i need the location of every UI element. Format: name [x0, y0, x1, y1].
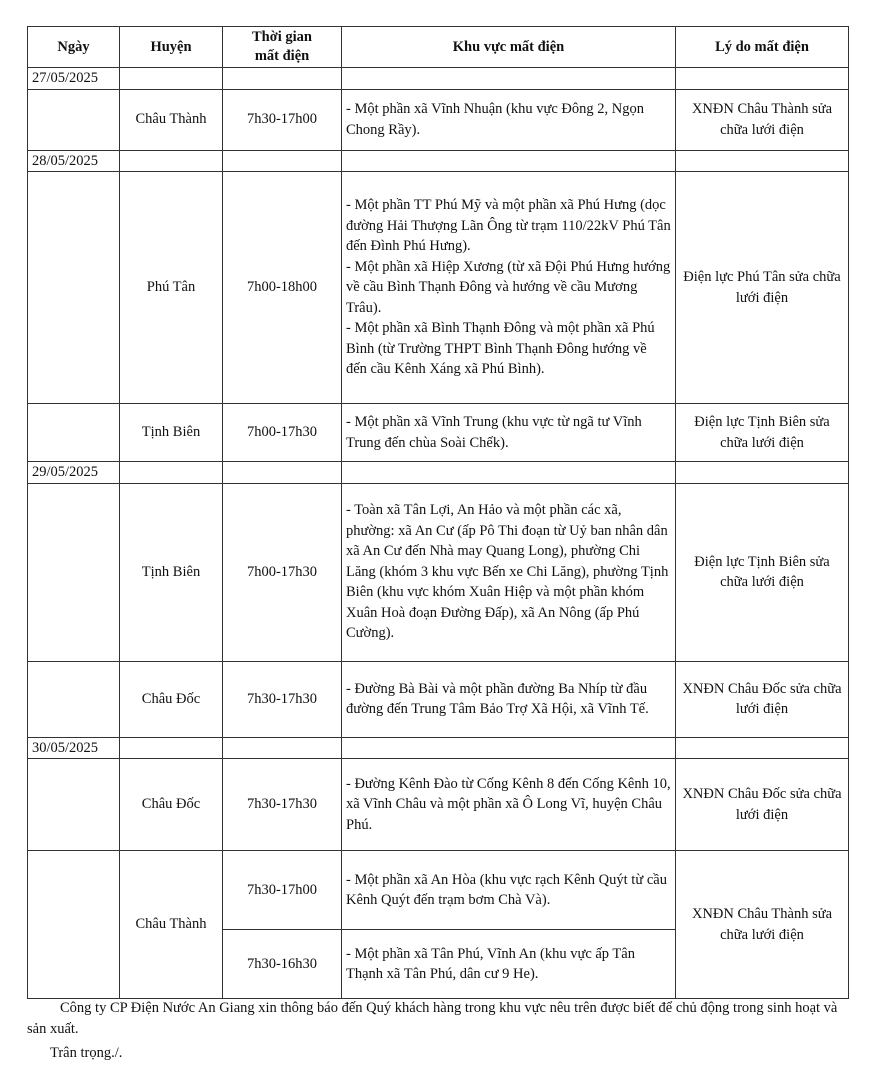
- district-cell: Châu Thành: [120, 851, 223, 999]
- empty-cell: [120, 737, 223, 759]
- district-cell: Châu Đốc: [120, 759, 223, 851]
- area-cell: - Một phần xã Vĩnh Nhuận (khu vực Đông 2, Ngọn Chong Rầy).: [342, 89, 676, 150]
- district-cell: Tịnh Biên: [120, 404, 223, 462]
- reason-cell: XNĐN Châu Thành sửa chữa lưới điện: [676, 851, 849, 999]
- area-cell: [342, 172, 676, 404]
- table-row: [28, 483, 849, 661]
- district-cell: Phú Tân: [120, 172, 223, 404]
- footer: [27, 998, 847, 1064]
- footer-notice: Công ty CP Điện Nước An Giang xin thông báo đến Quý khách hàng trong khu vực nêu trên được biết để chủ động trong sinh hoạt và sản xuất.: [27, 1000, 838, 1037]
- empty-cell: [120, 68, 223, 90]
- area-cell: - Đường Kênh Đào từ Cống Kênh 8 đến Cống Kênh 10, xã Vĩnh Châu và một phần xã Ô Long Vĩ, huyện Châu Phú.: [342, 759, 676, 851]
- empty-cell: [28, 661, 120, 737]
- empty-cell: [120, 150, 223, 172]
- area-line: - Một phần TT Phú Mỹ và một phần xã Phú Hưng (dọc đường Hải Thượng Lãn Ông từ trạm 110/22kV Phú Tân đến Đình Phú Hưng).: [346, 197, 671, 255]
- area-cell: - Một phần xã Tân Phú, Vĩnh An (khu vực ấp Tân Thạnh xã Tân Phú, dân cư 9 He).: [342, 930, 676, 999]
- empty-cell: [120, 462, 223, 484]
- time-cell: 7h00-18h00: [223, 172, 342, 404]
- empty-cell: [223, 68, 342, 90]
- empty-cell: [676, 462, 849, 484]
- date-cell: 27/05/2025: [28, 68, 120, 90]
- header-date: Ngày: [28, 27, 120, 68]
- date-row: [28, 462, 849, 484]
- header-area: Khu vực mất điện: [342, 27, 676, 68]
- empty-cell: [676, 150, 849, 172]
- area-line: - Một phần xã Hiệp Xương (từ xã Đội Phú Hưng hướng về cầu Bình Thạnh Đông và hướng về cầu Mương Trâu).: [346, 258, 671, 316]
- empty-cell: [342, 737, 676, 759]
- empty-cell: [28, 483, 120, 661]
- table-row: [28, 89, 849, 150]
- table-row: [28, 172, 849, 404]
- empty-cell: [342, 462, 676, 484]
- area-cell: - Một phần xã An Hòa (khu vực rạch Kênh Quýt từ cầu Kênh Quýt đến trạm bơm Chà Và).: [342, 851, 676, 930]
- header-row: [28, 27, 849, 68]
- table-row: [28, 404, 849, 462]
- district-cell: Châu Thành: [120, 89, 223, 150]
- time-cell: 7h30-17h00: [223, 89, 342, 150]
- footer-regards: Trân trọng./.: [50, 1045, 123, 1061]
- time-cell: 7h00-17h30: [223, 404, 342, 462]
- empty-cell: [342, 150, 676, 172]
- empty-cell: [342, 68, 676, 90]
- reason-cell: XNĐN Châu Thành sửa chữa lưới điện: [676, 89, 849, 150]
- empty-cell: [676, 737, 849, 759]
- district-cell: Châu Đốc: [120, 661, 223, 737]
- time-cell: 7h30-17h30: [223, 661, 342, 737]
- outage-schedule-table: [27, 26, 849, 999]
- date-row: [28, 150, 849, 172]
- area-cell: - Đường Bà Bài và một phần đường Ba Nhíp từ đầu đường đến Trung Tâm Bảo Trợ Xã Hội, xã Vĩnh Tế.: [342, 661, 676, 737]
- date-cell: 28/05/2025: [28, 150, 120, 172]
- time-cell: 7h00-17h30: [223, 483, 342, 661]
- empty-cell: [28, 404, 120, 462]
- reason-cell: Điện lực Tịnh Biên sửa chữa lưới điện: [676, 404, 849, 462]
- date-cell: 30/05/2025: [28, 737, 120, 759]
- area-cell: - Một phần xã Vĩnh Trung (khu vực từ ngã tư Vĩnh Trung đến chùa Soài Chếk).: [342, 404, 676, 462]
- reason-cell: Điện lực Phú Tân sửa chữa lưới điện: [676, 172, 849, 404]
- district-cell: Tịnh Biên: [120, 483, 223, 661]
- time-cell: 7h30-16h30: [223, 930, 342, 999]
- date-cell: 29/05/2025: [28, 462, 120, 484]
- table-row: [28, 759, 849, 851]
- reason-cell: XNĐN Châu Đốc sửa chữa lưới điện: [676, 759, 849, 851]
- header-time-line1: Thời gian: [251, 29, 312, 45]
- empty-cell: [28, 89, 120, 150]
- empty-cell: [223, 737, 342, 759]
- header-time: [223, 27, 342, 68]
- date-row: [28, 737, 849, 759]
- time-cell: 7h30-17h00: [223, 851, 342, 930]
- empty-cell: [676, 68, 849, 90]
- area-line: - Một phần xã Bình Thạnh Đông và một phần xã Phú Bình (từ Trường THPT Bình Thạnh Đông hướng về đến cầu Kênh Xáng xã Phú Bình).: [346, 320, 655, 378]
- empty-cell: [28, 851, 120, 999]
- header-district: Huyện: [120, 27, 223, 68]
- reason-cell: Điện lực Tịnh Biên sửa chữa lưới điện: [676, 483, 849, 661]
- time-cell: 7h30-17h30: [223, 759, 342, 851]
- header-time-line2: mất điện: [254, 48, 310, 64]
- empty-cell: [223, 462, 342, 484]
- empty-cell: [28, 172, 120, 404]
- area-cell: - Toàn xã Tân Lợi, An Hảo và một phần các xã, phường: xã An Cư (ấp Pô Thi đoạn từ Uỷ ban nhân dân xã An Cư đến Nhà may Quang Long), phường Chi Lăng (khóm 3 khu vực Bến xe Chi Lăng), phường Tịnh Biên (khu vực khóm Xuân Hiệp và một phần khóm Xuân Hoà đoạn Đường Đấp), xã An Nông (ấp Phú Cường).: [342, 483, 676, 661]
- header-reason: Lý do mất điện: [676, 27, 849, 68]
- reason-cell: XNĐN Châu Đốc sửa chữa lưới điện: [676, 661, 849, 737]
- table-row: [28, 851, 849, 930]
- empty-cell: [223, 150, 342, 172]
- table-row: [28, 661, 849, 737]
- date-row: [28, 68, 849, 90]
- empty-cell: [28, 759, 120, 851]
